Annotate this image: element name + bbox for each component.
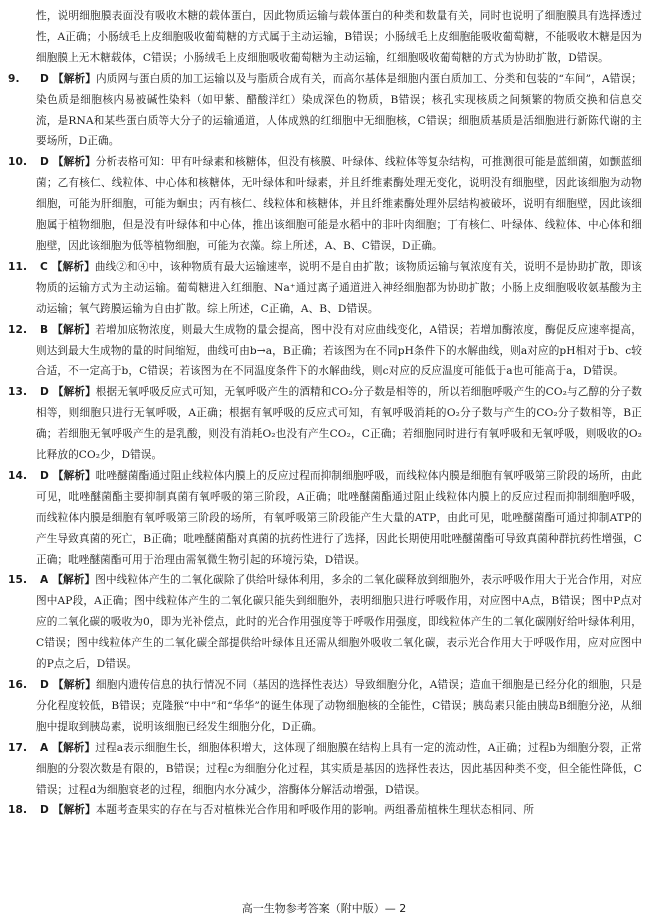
item-explanation: 细胞内遗传信息的执行情况不同（基因的选择性表达）导致细胞分化，A错误；造血干细胞是已经分化的细胞，只是分化程度较低，B错误；克隆猴“中中”和“华华”的诞生体现了动物细胞核的全能性，C错误；胰岛素只能由胰岛B细胞分泌，从细胞中提取到胰岛素，说明该细胞已经发生细胞分化，D正确。 (36, 679, 643, 733)
answer-item-15 (6, 570, 642, 675)
item-number: 17. (8, 741, 28, 754)
item-explanation: 若增加底物浓度，则最大生成物的量会提高，图中没有对应曲线变化，A错误；若增加酶浓度，酶促反应速率提高，则达到最大生成物的量的时间缩短，曲线可由b→a，B正确；若该图为在不同pH条件下的水解曲线，则a对应的pH相对于b、c较合适，不一定高于b，C错误；若该图为在不同温度条件下的水解曲线，则c对应的反应温度可能低于a也可能高于a，D错误。 (36, 323, 642, 378)
item-explanation: 吡唑醚菌酯通过阻止线粒体内膜上的反应过程而抑制细胞呼吸，而线粒体内膜是细胞有氧呼吸第三阶段的场所，由此可见，吡唑醚菌酯主要抑制真菌有氧呼吸的第三阶段，A正确；吡唑醚菌酯通过阻止线粒体内膜上的反应过程而抑制细胞呼吸，而线粒体内膜是细胞有氧呼吸第三阶段的场所，有氧呼吸第三阶段能产生大量的ATP，由此可见，吡唑醚菌酯可通过抑制ATP的产生导致真菌的死亡，B正确；吡唑醚菌酯对真菌的抗药性进行了选择，因此长期使用吡唑醚菌酯可导致真菌种群抗药性增强，C正确；吡唑醚菌酯可用于治理由需氧微生物引起的环境污染，D错误。 (36, 469, 642, 566)
item-explanation: 曲线②和④中，该种物质有最大运输速率，说明不是自由扩散；该物质运输与氧浓度有关，说明不是协助扩散，即该物质的运输方式为主动运输。葡萄糖进入红细胞、Na⁺通过离子通道进入神经细胞都为协助扩散；小肠上皮细胞吸收氨基酸为主动运输；氧气跨膜运输为自由扩散。综上所述，C正确，A、B、D错误。 (36, 260, 642, 315)
item-explanation: 本题考查果实的存在与否对植株光合作用和呼吸作用的影响。两组番茄植株生理状态相同、所 (95, 804, 535, 817)
item-explanation: 分析表格可知：甲有叶绿素和核糖体，但没有核膜、叶绿体、线粒体等复杂结构，可推测很可能是蓝细菌，如颤蓝细菌；乙有核仁、线粒体、中心体和核糖体，无叶绿体和叶绿素，并且纤维素酶处理无变化，说明没有细胞壁，因此该细胞为动物细胞，可能为肝细胞，可能为蛔虫；丙有核仁、线粒体和核糖体，并且纤维素酶处理外层结构被破坏，说明有细胞壁，因此该细胞属于植物细胞，但是没有叶绿体和中心体，推出该细胞可能是水稻中的非叶肉细胞；丁有核仁、叶绿体、线粒体、中心体和细胞壁，因此该细胞为低等植物细胞，可能为衣藻。综上所述，A、B、C错误，D正确。 (36, 156, 642, 252)
answer-item-13 (6, 382, 642, 466)
item-number: 12. (8, 323, 28, 336)
item-number: 9. (8, 72, 20, 85)
answer-item-11 (6, 257, 642, 320)
answer-item-12 (6, 320, 642, 383)
analysis-tag: 【解析】 (52, 679, 97, 691)
page-footer: 高一生物参考答案（附中版）— 2 (241, 902, 407, 915)
item-number: 10. (8, 156, 28, 169)
answer-item-16 (6, 675, 642, 738)
item-answer: D (40, 804, 49, 817)
item-explanation: 内质网与蛋白质的加工运输以及与脂质合成有关，而高尔基体是细胞内蛋白质加工、分类和包装的“车间”，A错误；染色质是细胞核内易被碱性染料（如甲紫、醋酸洋红）染成深色的物质，B错误；核孔实现核质之间频繁的物质交换和信息交流，是RNA和某些蛋白质等大分子的运输通道，人体成熟的红细胞中无细胞核，C错误；细胞质基质是活细胞进行新陈代谢的主要场所，D正确。 (36, 72, 642, 148)
analysis-tag: 【解析】 (52, 469, 96, 482)
item-explanation: 图中线粒体产生的二氧化碳除了供给叶绿体利用，多余的二氧化碳释放到细胞外，表示呼吸作用大于光合作用，对应图中AP段，A正确；图中线粒体产生的二氧化碳只能失到细胞外，表明细胞只进行呼吸作用，对应图中A点，B错误；图中P点对应的二氧化碳的吸收为0，即为光补偿点，此时的光合作用强度等于呼吸作用强度，即线粒体产生的二氧化碳刚好给叶绿体利用，C错误；图中线粒体产生的二氧化碳全部提供给叶绿体且还需从细胞外吸收二氧化碳，表示光合作用大于呼吸作用，应对应图中的P点之后，D错误。 (36, 574, 642, 671)
item-answer: D (40, 156, 49, 169)
item-number: 13. (8, 386, 28, 399)
item-number: 15. (8, 574, 28, 587)
item-explanation: 根据无氧呼吸反应式可知，无氧呼吸产生的酒精和CO₂分子数是相等的，所以若细胞呼吸产生的CO₂与乙醇的分子数相等，则细胞只进行无氧呼吸，A正确；根据有氧呼吸的反应式可知，有氧呼吸消耗的O₂分子数与产生的CO₂分子数相等，B正确；若细胞无氧呼吸产生的是乳酸，则没有消耗O₂也没有产生CO₂，C正确；若细胞同时进行有氧呼吸和无氧呼吸，则吸收的O₂比释放的CO₂少，D错误。 (36, 386, 642, 462)
item-number: 14. (8, 469, 28, 482)
item-answer: A (40, 741, 49, 754)
item-number: 18. (8, 804, 28, 817)
item-answer: D (40, 679, 49, 691)
analysis-tag: 【解析】 (52, 323, 96, 336)
answer-item-9 (6, 69, 642, 153)
item-number: 16. (8, 679, 28, 691)
item-answer: D (40, 386, 49, 399)
analysis-tag: 【解析】 (52, 574, 96, 587)
item-number: 11. (8, 260, 28, 273)
item-explanation: 过程a表示细胞生长，细胞体积增大，这体现了细胞膜在结构上具有一定的流动性，A正确；过程b为细胞分裂，正常细胞的分裂次数是有限的，B错误；过程c为细胞分化过程，其实质是基因的选择性表达，因此基因种类不变，但全能性降低，C错误；过程d为细胞衰老的过程，细胞内水分减少，溶酶体分解活动增强，D错误。 (36, 741, 642, 796)
item-answer: A (40, 574, 49, 587)
answer-item-10 (6, 152, 642, 257)
item-answer: D (40, 469, 49, 482)
item-answer: B (40, 323, 49, 336)
answer-item-18 (6, 800, 642, 821)
carryover-paragraph: 性，说明细胞膜表面没有吸收木糖的载体蛋白，因此物质运输与载体蛋白的种类和数量有关，同时也说明了细胞膜具有选择透过性，A正确；小肠绒毛上皮细胞吸收葡萄糖的方式属于主动运输，B错误；小肠绒毛上皮细胞能吸收葡萄糖，不能吸收木糖是因为细胞膜上无木糖载体，C错误；小肠绒毛上皮细胞吸收葡萄糖为主动运输，红细胞吸收葡萄糖的方式为协助扩散，D错误。 (36, 10, 642, 64)
answer-body (6, 6, 642, 821)
analysis-tag: 【解析】 (51, 260, 95, 273)
analysis-tag: 【解析】 (52, 741, 96, 754)
answer-item-14 (6, 466, 642, 571)
analysis-tag: 【解析】 (52, 386, 96, 399)
analysis-tag: 【解析】 (52, 72, 96, 85)
answer-item-17 (6, 738, 642, 801)
analysis-tag: 【解析】 (52, 804, 96, 817)
item-answer: C (40, 260, 48, 273)
item-answer: D (40, 72, 49, 85)
analysis-tag: 【解析】 (52, 156, 96, 169)
